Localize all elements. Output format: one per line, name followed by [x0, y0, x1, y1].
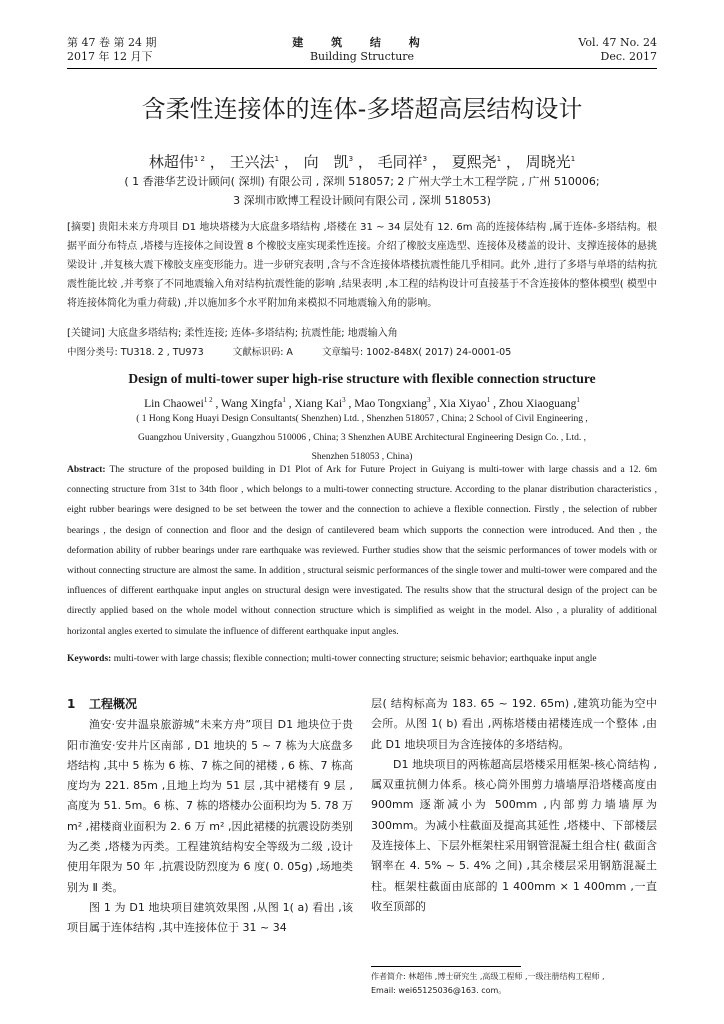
body-paragraph: D1 地块项目的两栋超高层塔楼采用框架-核心筒结构 ,属双重抗侧力体系。核心筒外围剪力墙墙厚沿塔楼高度由 900mm 逐渐减小为 500mm ,内部剪力墙墙厚为 300mm。为减小柱截面及提高其延性 ,塔楼中、下部楼层及连接体上、下层外框架柱采用钢管混凝土组合柱( 截面含钢率在 4. 5% ~ 5. 4% 之间) ,其余楼层采用钢筋混凝土柱。框架柱截面由底部的 1 400mm × 1 400mm ,一直收至顶部的: [371, 757, 657, 913]
affiliation-line: 3 深圳市欧博工程设计顾问有限公司 , 深圳 518053): [233, 194, 491, 207]
header-date-cn: 2017 年 12 月下: [67, 50, 153, 63]
author-cn: 夏熙尧$^1$: [451, 153, 502, 171]
body-column-left: [67, 694, 353, 939]
header-date-en: Dec. 2017: [600, 50, 657, 63]
keywords-en-text: multi-tower with large chassis; flexible connection; multi-tower connecting structure; seismic behavior; earthquake input angle: [113, 654, 597, 664]
keywords-en-label: Keywords:: [67, 654, 112, 664]
section-number: 1: [67, 697, 76, 711]
abstract-cn-text: 贵阳未来方舟项目 D1 地块塔楼为大底盘多塔结构 ,塔楼在 31 ~ 34 层处有 12. 6m 高的连接体结构 ,属于连体-多塔结构。根据平面分布特点 ,塔楼与连接体之间设置 8 个橡胶支座实现柔性连接。介绍了橡胶支座选型、连接体及楼盖的设计、支撑连接体的悬挑梁设计 ,并复核大震下橡胶支座变形能力。进一步研究表明 ,含与不含连接体塔楼抗震性能几乎相同。此外 ,进行了多塔与单塔的结构抗震性能比较 ,并考察了不同地震输入角对结构抗震性能的影响 ,结果表明 ,本工程的结构设计可直接基于不含连接体的整体模型( 模型中将连接体简化为重力荷载) ,并以施加多个水平附加角来模拟不同地震输入角的影响。: [67, 222, 657, 309]
author-en: Xiang Kai$^3$: [294, 396, 346, 410]
abstract-cn: [67, 218, 657, 313]
section-title: 工程概况: [89, 697, 138, 711]
footnote-author-bio: 作者简介: 林超伟 ,博士研究生 ,高级工程师 ,一级注册结构工程师 ,: [371, 972, 605, 981]
author-cn: 林超伟$^{1 2}$: [148, 153, 205, 171]
article-number: 文章编号: 1002-848X( 2017) 24-0001-05: [321, 347, 512, 358]
paper-title-en: Design of multi-tower super high-rise structure with flexible connection structure: [128, 371, 596, 386]
body-column-right: [371, 694, 657, 917]
footnote-email: Email: wei65125036@163. com。: [371, 986, 507, 995]
abstract-en: [67, 460, 657, 642]
body-paragraph: 层( 结构标高为 183. 65 ~ 192. 65m) ,建筑功能为空中会所。从图 1( b) 看出 ,两栋塔楼由裙楼连成一个整体 ,由此 D1 地块项目为含连接体的多塔结构。: [371, 697, 657, 751]
abstract-cn-label: [摘要]: [67, 222, 96, 233]
keywords-cn-label: [关键词]: [67, 328, 105, 339]
header-rule: [67, 68, 657, 69]
author-en: Mao Tongxiang$^3$: [354, 396, 431, 410]
body-paragraph: 图 1 为 D1 地块项目建筑效果图 ,从图 1( a) 看出 ,该项目属于连体结构 ,其中连接体位于 31 ~ 34: [67, 900, 353, 935]
author-cn: 向 凯$^3$: [303, 153, 354, 171]
section-heading: [67, 694, 353, 714]
footnote-rule: [371, 966, 521, 967]
author-footnote: [371, 970, 657, 998]
affiliation-line: Guangzhou University , Guangzhou 510006 , China; 3 Shenzhen AUBE Architectural Engineering Design Co. , Ltd. ,: [137, 433, 586, 443]
abstract-en-text: The structure of the proposed building in D1 Plot of Ark for Future Project in Guiyang is multi-tower with large chassis and a 12. 6m connecting structure from 31st to 34th floor , which belongs to a multi-tower connecting structure. According to the planar distribution characteristics , eight rubber bearings were designed to be set between the tower and the connection to achieve a flexible connection. Firstly , the selection of rubber bearings , the design of connection and floor and the design of cantilevered beam which supports the connection were introduced. And then , the deformation ability of rubber bearings under rare earthquake was reviewed. Further studies show that the seismic performances of tower models with or without connecting structure are almost the same. In addition , structural seismic performances of the single tower and multi-tower were compared and the influences of different earthquake input angles on structural design were investigated. The results show that the structural design of the project can be directly applied based on the whole model without connection structure which is simplified as weight in the model. Also , a plurality of additional horizontal angles exerted to simulate the influence of different earthquake input angles.: [67, 465, 657, 637]
author-cn: 毛同祥$^3$: [377, 153, 428, 171]
keywords-cn: [67, 324, 657, 343]
abstract-en-label: Abstract:: [67, 465, 106, 475]
header-volume-en: Vol. 47 No. 24: [578, 36, 657, 49]
affiliation-line: ( 1 香港华艺设计顾问( 深圳) 有限公司 , 深圳 518057; 2 广州大学土木工程学院 , 广州 510006;: [124, 175, 600, 188]
header-journal-en: Building Structure: [309, 50, 415, 63]
author-en: Xia Xiyao$^1$: [439, 396, 491, 410]
header-right: [578, 36, 657, 64]
affiliation-line: Shenzhen 518053 , China): [311, 452, 413, 462]
author-en: Wang Xingfa$^1$: [220, 396, 286, 410]
clc-number: 中图分类号: TU318. 2 , TU973: [67, 347, 204, 358]
author-en: Zhou Xiaoguang$^1$: [498, 396, 580, 410]
affiliation-line: ( 1 Hong Kong Huayi Design Consultants( Shenzhen) Ltd. , Shenzhen 518057 , China; 2 School of Civil Engineering ,: [136, 414, 588, 424]
keywords-cn-text: 大底盘多塔结构; 柔性连接; 连体-多塔结构; 抗震性能; 地震输入角: [108, 328, 398, 339]
paper-title-cn: 含柔性连接体的连体-多塔超高层结构设计: [141, 95, 583, 123]
author-en: Lin Chaowei$^{1 2}$: [144, 396, 213, 410]
authors-en: Lin Chaowei$^{1 2}$ , Wang Xingfa$^1$ , Xiang Kai$^3$ , Mao Tongxiang$^3$ , Xia Xiyao$^1$ , Zhou Xiaoguang$^1$: [144, 396, 580, 410]
header-volume-cn: 第 47 卷 第 24 期: [67, 36, 157, 49]
body-paragraph: 渔安·安井温泉旅游城“未来方舟”项目 D1 地块位于贵阳市渔安·安井片区南部 , D1 地块的 5 ~ 7 栋为大底盘多塔结构 ,其中 5 栋为 6 栋、7 栋之间的裙楼 , 6 栋、7 栋高度均为 221. 85m ,且地上均为 51 层 ,其中裙楼有 9 层 ,高度为 51. 5m。6 栋、7 栋的塔楼办公面积均为 5. 78 万 m² ,裙楼商业面积为 2. 6 万 m² ,因此裙楼的抗震设防类别为乙类 ,塔楼为丙类。工程建筑结构安全等级为二级 ,设计使用年限为 50 年 ,抗震设防烈度为 6 度( 0. 05g) ,场地类别为 Ⅱ 类。: [67, 718, 353, 894]
header-journal-cn: 建 筑 结 构: [292, 36, 432, 49]
classification-cn: [67, 343, 657, 362]
keywords-en: [67, 650, 657, 669]
document-code: 文献标识码: A: [232, 347, 293, 358]
authors-cn: 林超伟$^{1 2}$ ， 王兴法$^1$ ， 向 凯$^3$ ， 毛同祥$^3$ ， 夏熙尧$^1$ ， 周晓光$^1$: [148, 153, 576, 171]
affiliations-en: [90, 410, 634, 467]
author-cn: 王兴法$^1$: [229, 153, 280, 171]
affiliations-cn: [70, 172, 654, 210]
author-cn: 周晓光$^1$: [525, 153, 576, 171]
